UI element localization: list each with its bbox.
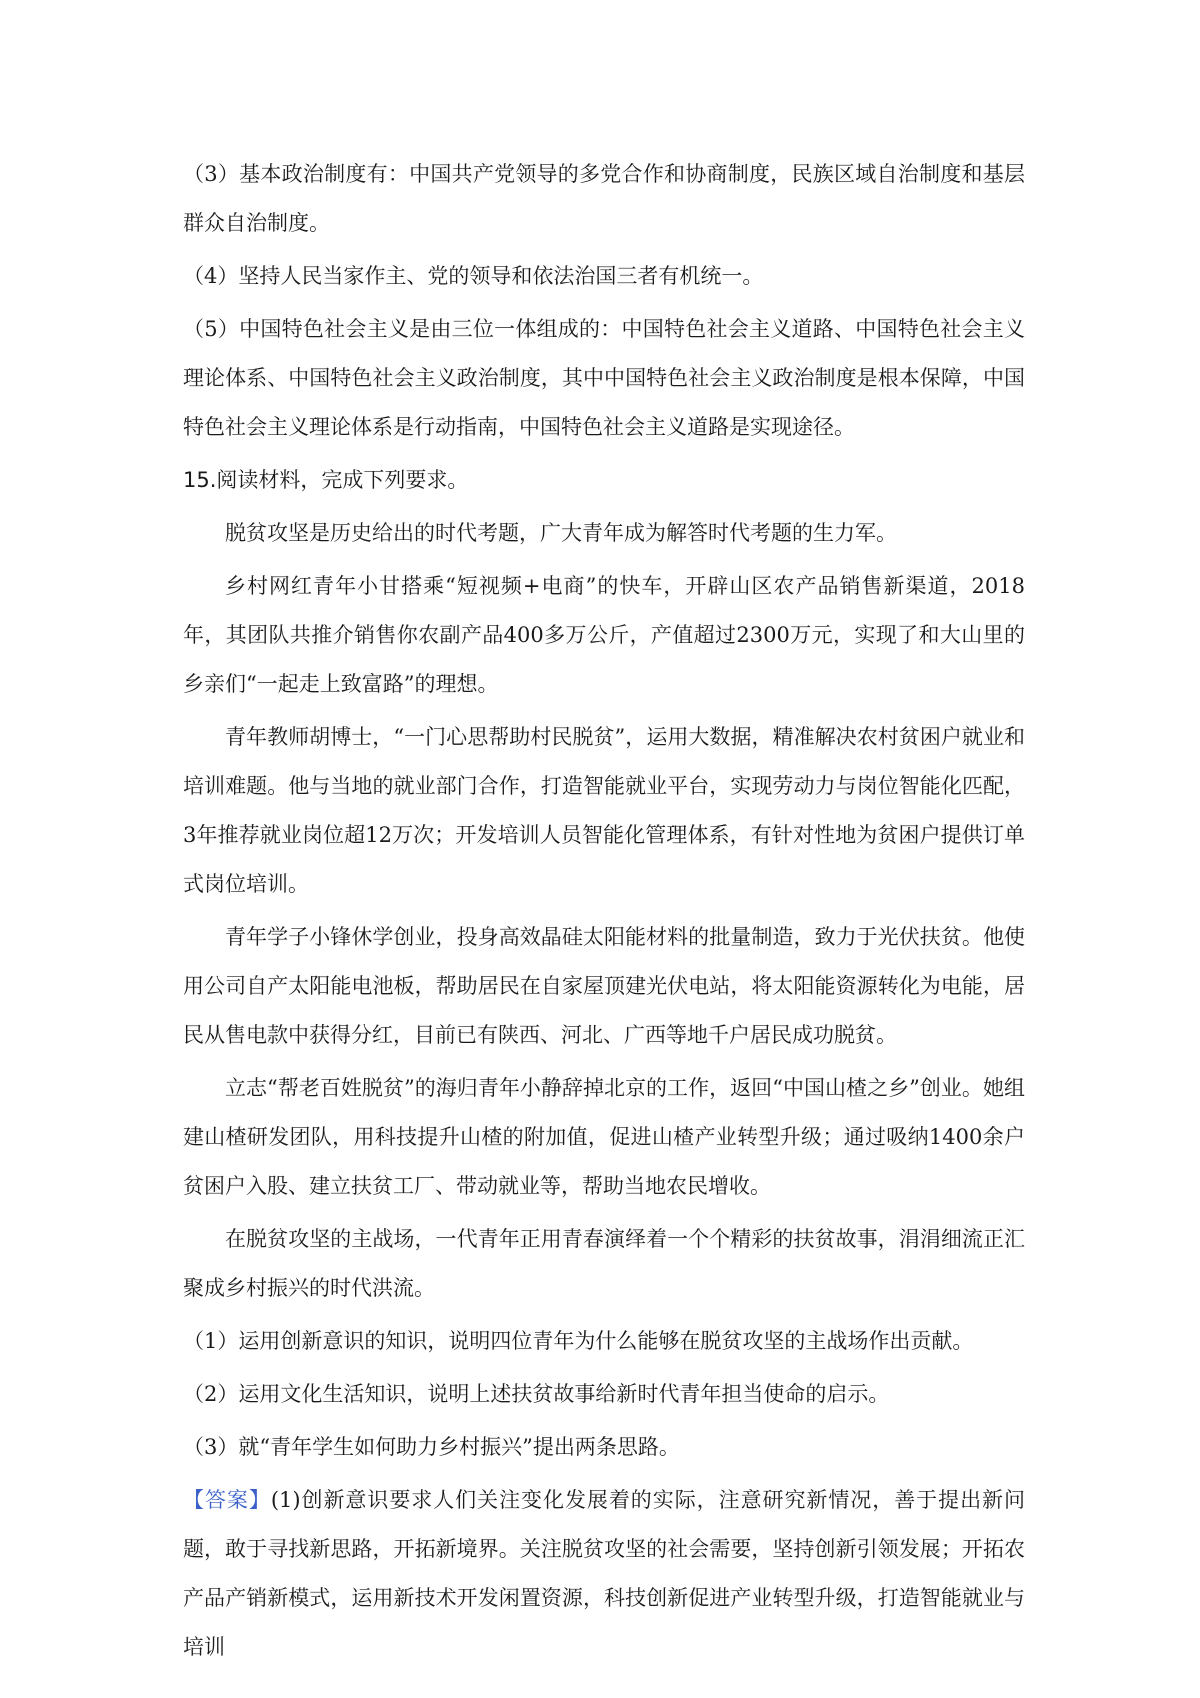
- material-paragraph: 在脱贫攻坚的主战场，一代青年正用青春演绎着一个个精彩的扶贫故事，涓涓细流正汇聚成乡村振兴的时代洪流。: [183, 1227, 1025, 1300]
- prev-answer-5: （5）中国特色社会主义是由三位一体组成的：中国特色社会主义道路、中国特色社会主义理论体系、中国特色社会主义政治制度，其中中国特色社会主义政治制度是根本保障，中国特色社会主义理论体系是行动指南，中国特色社会主义道路是实现途径。: [183, 317, 1025, 439]
- sub-question-3: （3）就“青年学生如何助力乡村振兴”提出两条思路。: [183, 1435, 680, 1459]
- sub-question-1: （1）运用创新意识的知识，说明四位青年为什么能够在脱贫攻坚的主战场作出贡献。: [183, 1329, 974, 1353]
- answer-tag: 【答案】: [183, 1488, 271, 1512]
- question-prompt: 阅读材料，完成下列要求。: [216, 468, 469, 492]
- answer-text: (1)创新意识要求人们关注变化发展着的实际，注意研究新情况，善于提出新问题，敢于寻找新思路，开拓新境界。关注脱贫攻坚的社会需要，坚持创新引领发展；开拓农产品产销新模式，运用新技术开发闲置资源，科技创新促进产业转型升级，打造智能就业与培训: [183, 1488, 1025, 1659]
- prev-answer-4: （4）坚持人民当家作主、党的领导和依法治国三者有机统一。: [183, 264, 764, 288]
- material-paragraph: 青年教师胡博士，“一门心思帮助村民脱贫”，运用大数据，精准解决农村贫困户就业和培训难题。他与当地的就业部门合作，打造智能就业平台，实现劳动力与岗位智能化匹配，3年推荐就业岗位超12万次；开发培训人员智能化管理体系，有针对性地为贫困户提供订单式岗位培训。: [183, 725, 1025, 896]
- material-paragraph: 青年学子小锋休学创业，投身高效晶硅太阳能材料的批量制造，致力于光伏扶贫。他使用公司自产太阳能电池板，帮助居民在自家屋顶建光伏电站，将太阳能资源转化为电能，居民从售电款中获得分红，目前已有陕西、河北、广西等地千户居民成功脱贫。: [183, 925, 1025, 1047]
- answer-paragraph: [183, 1476, 1025, 1672]
- question-heading: [183, 456, 1025, 505]
- material-paragraph: 乡村网红青年小甘搭乘“短视频+电商”的快车，开辟山区农产品销售新渠道，2018年，其团队共推介销售你农副产品400多万公斤，产值超过2300万元，实现了和大山里的乡亲们“一起走上致富路”的理想。: [183, 574, 1025, 696]
- document-page: [183, 150, 1025, 1672]
- material-paragraph: 脱贫攻坚是历史给出的时代考题，广大青年成为解答时代考题的生力军。: [225, 521, 897, 545]
- question-number: 15.: [183, 468, 217, 492]
- sub-question-2: （2）运用文化生活知识，说明上述扶贫故事给新时代青年担当使命的启示。: [183, 1382, 890, 1406]
- material-paragraph: 立志“帮老百姓脱贫”的海归青年小静辞掉北京的工作，返回“中国山楂之乡”创业。她组建山楂研发团队，用科技提升山楂的附加值，促进山楂产业转型升级；通过吸纳1400余户贫困户入股、建立扶贫工厂、带动就业等，帮助当地农民增收。: [183, 1076, 1025, 1198]
- prev-answer-3: （3）基本政治制度有：中国共产党领导的多党合作和协商制度，民族区域自治制度和基层群众自治制度。: [183, 162, 1025, 235]
